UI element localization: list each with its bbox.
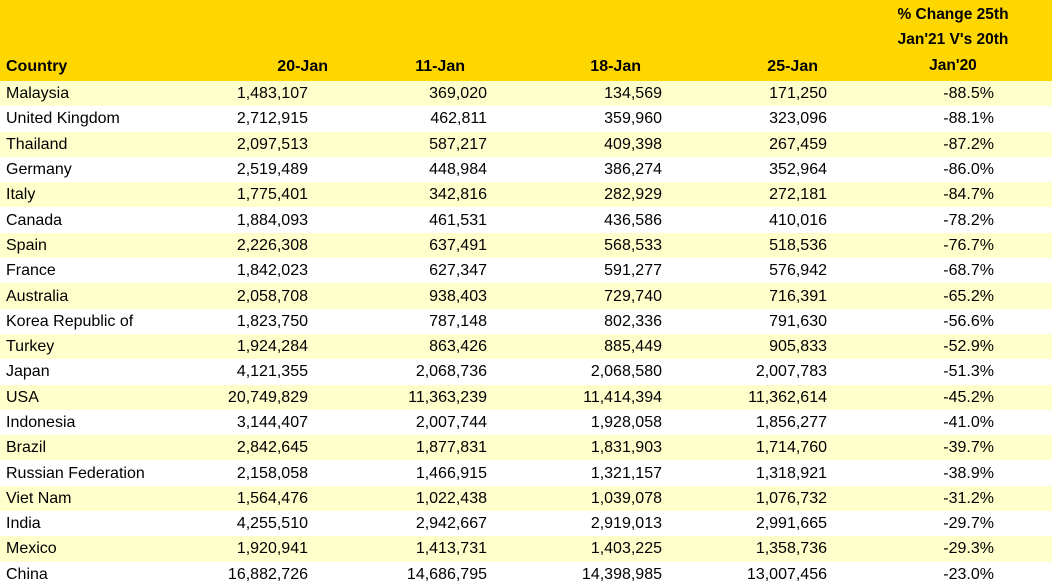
cell-11-jan[interactable]: 1,022,438 [415, 489, 487, 507]
cell-18-jan[interactable]: 802,336 [604, 312, 662, 330]
table-row [0, 536, 1052, 561]
table-row [0, 385, 1052, 410]
cell-18-jan[interactable]: 386,274 [604, 161, 662, 179]
table-row [0, 81, 1052, 106]
cell-18-jan[interactable]: 885,449 [604, 338, 662, 356]
cell-18-jan[interactable]: 282,929 [604, 186, 662, 204]
cell-pct-change[interactable]: -84.7% [943, 186, 994, 204]
cell-11-jan[interactable]: 1,877,831 [415, 439, 487, 457]
cell-country[interactable]: Viet Nam [6, 489, 72, 507]
cell-country[interactable]: Canada [6, 211, 63, 229]
table-row [0, 309, 1052, 334]
cell-11-jan[interactable]: 2,942,667 [415, 515, 487, 533]
cell-11-jan[interactable]: 2,007,744 [415, 414, 487, 431]
cell-18-jan[interactable]: 568,533 [604, 236, 662, 254]
cell-country[interactable]: India [6, 515, 41, 533]
header-pct-line-1: % Change 25th [897, 5, 1009, 23]
cell-18-jan[interactable]: 1,403,225 [590, 540, 662, 558]
cell-25-jan[interactable]: 2,007,783 [755, 363, 827, 381]
cell-25-jan[interactable]: 716,391 [769, 287, 827, 305]
cell-11-jan[interactable]: 14,686,795 [406, 565, 487, 583]
cell-18-jan[interactable]: 134,569 [604, 85, 662, 103]
cell-pct-change[interactable]: -41.0% [943, 414, 994, 431]
cell-18-jan[interactable]: 729,740 [604, 287, 662, 305]
cell-20-jan[interactable]: 1,924,284 [236, 338, 308, 356]
table-row [0, 283, 1052, 308]
header-18-jan[interactable]: 18-Jan [590, 58, 641, 75]
cell-11-jan[interactable]: 342,816 [429, 186, 487, 204]
header-11-jan[interactable]: 11-Jan [415, 58, 465, 75]
cell-11-jan[interactable]: 863,426 [429, 338, 487, 356]
cell-country[interactable]: China [6, 565, 48, 583]
cell-20-jan[interactable]: 2,226,308 [236, 236, 308, 254]
cell-18-jan[interactable]: 436,586 [604, 211, 662, 229]
cell-pct-change[interactable]: -76.7% [943, 236, 994, 254]
cell-20-jan[interactable]: 20,749,829 [227, 388, 308, 406]
header-row [0, 0, 1052, 81]
cell-11-jan[interactable]: 787,148 [429, 312, 487, 330]
cell-country[interactable]: Italy [6, 186, 36, 204]
cell-pct-change[interactable]: -29.3% [943, 540, 994, 558]
cell-country[interactable]: Indonesia [6, 414, 76, 431]
cell-25-jan[interactable]: 905,833 [769, 338, 827, 356]
cell-country[interactable]: United Kingdom [6, 110, 120, 128]
cell-11-jan[interactable]: 448,984 [429, 161, 487, 179]
cell-pct-change[interactable]: -87.2% [943, 135, 994, 153]
cell-country[interactable]: Australia [6, 287, 69, 305]
cell-country[interactable]: Brazil [6, 439, 47, 457]
cell-20-jan[interactable]: 4,255,510 [236, 515, 308, 533]
cell-11-jan[interactable]: 587,217 [429, 135, 487, 153]
cell-18-jan[interactable]: 1,321,157 [590, 464, 662, 482]
cell-11-jan[interactable]: 461,531 [429, 211, 487, 229]
cell-country[interactable]: Malaysia [6, 85, 70, 103]
cell-18-jan[interactable]: 1,039,078 [590, 489, 662, 507]
cell-11-jan[interactable]: 627,347 [429, 262, 487, 280]
table-row [0, 258, 1052, 283]
cell-pct-change[interactable]: -38.9% [943, 464, 994, 482]
cell-18-jan[interactable]: 2,068,580 [590, 363, 662, 381]
cell-20-jan[interactable]: 1,775,401 [236, 186, 308, 204]
table-row [0, 486, 1052, 511]
cell-18-jan[interactable]: 11,414,394 [583, 388, 662, 406]
cell-20-jan[interactable]: 4,121,355 [236, 363, 308, 381]
table-row [0, 207, 1052, 232]
cell-18-jan[interactable]: 2,919,013 [590, 515, 662, 533]
cell-pct-change[interactable]: -23.0% [943, 565, 994, 583]
cell-pct-change[interactable]: -51.3% [943, 363, 994, 381]
cell-pct-change[interactable]: -78.2% [943, 211, 994, 229]
cell-20-jan[interactable]: 2,712,915 [236, 110, 308, 128]
table-row [0, 460, 1052, 485]
cell-pct-change[interactable]: -29.7% [943, 515, 994, 533]
cell-20-jan[interactable]: 1,483,107 [236, 85, 308, 103]
table-row [0, 106, 1052, 131]
cell-pct-change[interactable]: -39.7% [943, 439, 994, 457]
cell-25-jan[interactable]: 791,630 [769, 312, 827, 330]
table-row [0, 132, 1052, 157]
cell-20-jan[interactable]: 1,823,750 [236, 312, 308, 330]
cell-25-jan[interactable]: 267,459 [769, 135, 827, 153]
header-25-jan[interactable]: 25-Jan [767, 58, 818, 75]
cell-25-jan[interactable]: 272,181 [769, 186, 827, 204]
cell-pct-change[interactable]: -88.1% [943, 110, 994, 128]
cell-country[interactable]: Korea Republic of [6, 312, 134, 330]
cell-25-jan[interactable]: 11,362,614 [748, 388, 827, 406]
cell-20-jan[interactable]: 1,564,476 [236, 489, 308, 507]
table-row [0, 334, 1052, 359]
cell-20-jan[interactable]: 2,058,708 [236, 287, 308, 305]
cell-11-jan[interactable]: 938,403 [429, 287, 487, 305]
cell-18-jan[interactable]: 14,398,985 [581, 565, 662, 583]
cell-25-jan[interactable]: 323,096 [769, 110, 827, 128]
table-row [0, 562, 1052, 587]
cell-20-jan[interactable]: 1,842,023 [236, 262, 308, 280]
table-row [0, 435, 1052, 460]
cell-25-jan[interactable]: 1,358,736 [755, 540, 827, 558]
cell-country[interactable]: Russian Federation [6, 464, 145, 482]
cell-20-jan[interactable]: 1,884,093 [236, 211, 308, 229]
cell-25-jan[interactable]: 576,942 [769, 262, 827, 280]
cell-25-jan[interactable]: 518,536 [769, 236, 827, 254]
table-row [0, 511, 1052, 536]
header-pct-change[interactable] [854, 0, 1052, 81]
cell-country[interactable]: USA [6, 388, 39, 406]
cell-11-jan[interactable]: 1,413,731 [415, 540, 487, 558]
table-body [0, 81, 1052, 587]
cell-country[interactable]: Japan [6, 363, 50, 381]
cell-18-jan[interactable]: 359,960 [604, 110, 662, 128]
cell-25-jan[interactable]: 1,076,732 [755, 489, 827, 507]
cell-country[interactable]: Germany [6, 161, 72, 179]
cell-country[interactable]: France [6, 262, 56, 280]
header-country[interactable]: Country [6, 58, 68, 75]
header-20-jan[interactable]: 20-Jan [277, 58, 328, 75]
table-row [0, 182, 1052, 207]
cell-11-jan[interactable]: 1,466,915 [415, 464, 487, 482]
cell-pct-change[interactable]: -56.6% [943, 312, 994, 330]
cell-pct-change[interactable]: -31.2% [943, 489, 994, 507]
cell-20-jan[interactable]: 3,144,407 [236, 414, 308, 431]
cell-pct-change[interactable]: -86.0% [943, 161, 994, 179]
cell-20-jan[interactable]: 1,920,941 [236, 540, 308, 558]
cell-11-jan[interactable]: 462,811 [430, 110, 487, 128]
table-header [0, 0, 1052, 81]
cell-25-jan[interactable]: 1,714,760 [755, 439, 827, 457]
cell-18-jan[interactable]: 591,277 [604, 262, 662, 280]
cell-25-jan[interactable]: 171,250 [769, 85, 827, 103]
cell-25-jan[interactable]: 13,007,456 [746, 565, 827, 583]
cell-11-jan[interactable]: 369,020 [429, 85, 487, 103]
cell-20-jan[interactable]: 2,842,645 [236, 439, 308, 457]
cell-pct-change[interactable]: -65.2% [943, 287, 994, 305]
cell-20-jan[interactable]: 16,882,726 [227, 565, 308, 583]
cell-11-jan[interactable]: 11,363,239 [408, 388, 487, 406]
cell-pct-change[interactable]: -52.9% [943, 338, 994, 356]
cell-20-jan[interactable]: 2,097,513 [236, 135, 308, 153]
cell-25-jan[interactable]: 1,856,277 [755, 414, 827, 431]
header-pct-line-2: Jan'21 V's 20th [897, 31, 1009, 48]
cell-25-jan[interactable]: 410,016 [769, 211, 827, 229]
cell-25-jan[interactable]: 352,964 [769, 161, 827, 179]
cell-25-jan[interactable]: 2,991,665 [755, 515, 827, 533]
cell-pct-change[interactable]: -68.7% [943, 262, 994, 280]
cell-18-jan[interactable]: 1,831,903 [590, 439, 662, 457]
cell-18-jan[interactable]: 1,928,058 [590, 414, 662, 431]
cell-pct-change[interactable]: -45.2% [943, 388, 994, 406]
cell-18-jan[interactable]: 409,398 [604, 135, 662, 153]
cell-11-jan[interactable]: 637,491 [429, 236, 487, 254]
cell-20-jan[interactable]: 2,519,489 [236, 161, 308, 179]
cell-20-jan[interactable]: 2,158,058 [236, 464, 308, 482]
table-row [0, 410, 1052, 435]
header-pct-line-3: Jan'20 [929, 56, 977, 74]
cell-country[interactable]: Mexico [6, 540, 57, 558]
cell-country[interactable]: Thailand [6, 135, 68, 153]
table-row [0, 233, 1052, 258]
table-row [0, 157, 1052, 182]
cell-11-jan[interactable]: 2,068,736 [415, 363, 487, 381]
cell-country[interactable]: Spain [6, 236, 47, 254]
cell-country[interactable]: Turkey [6, 338, 55, 356]
cell-25-jan[interactable]: 1,318,921 [755, 464, 827, 482]
cell-pct-change[interactable]: -88.5% [943, 85, 994, 103]
table-row [0, 359, 1052, 384]
